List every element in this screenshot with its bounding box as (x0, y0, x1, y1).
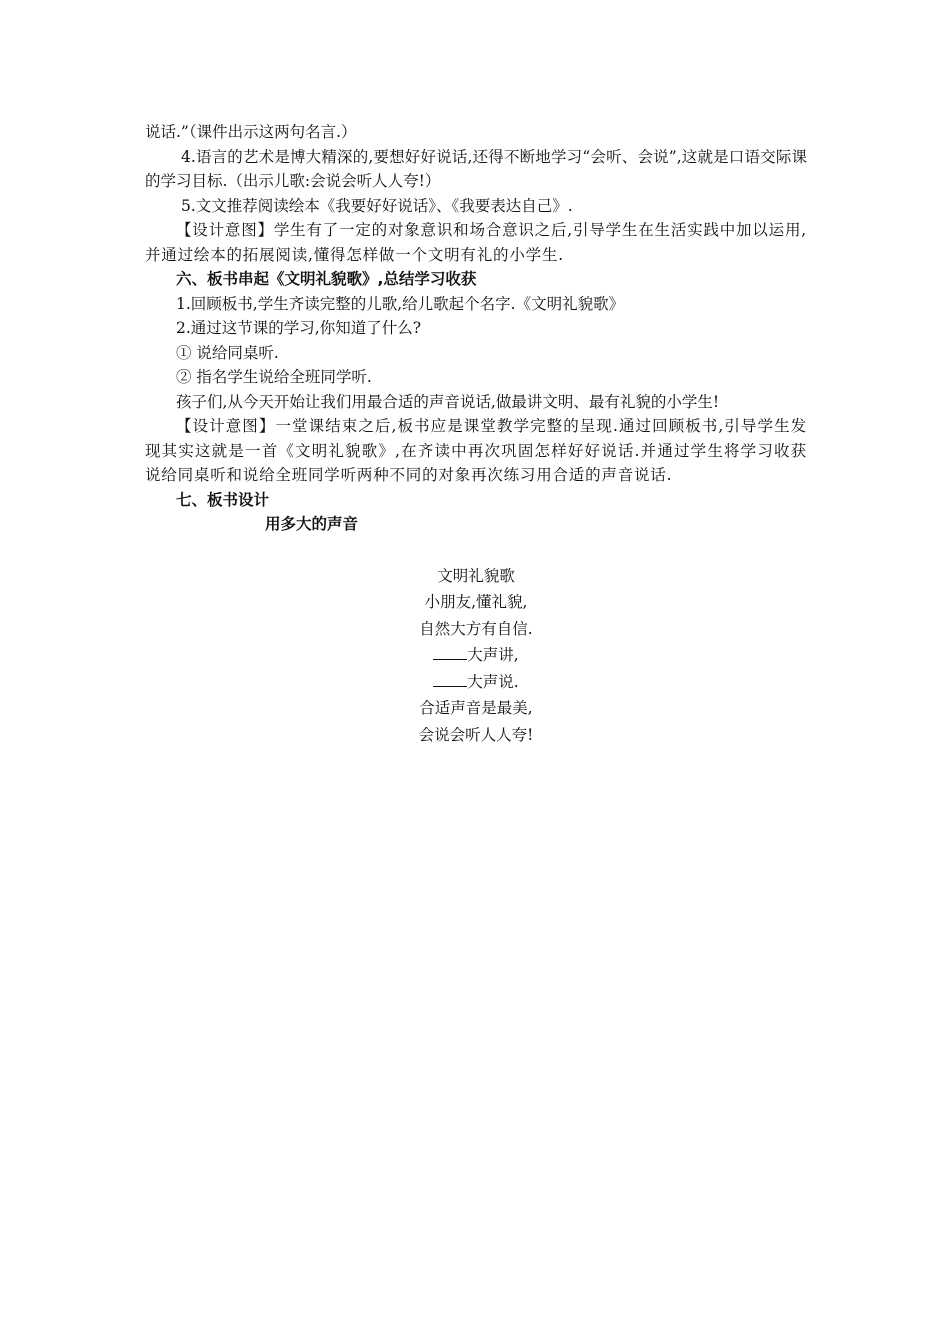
fill-blank (433, 645, 467, 660)
paragraph-item-4: 4.语言的艺术是博大精深的,要想好好说话,还得不断地学习“会听、会说”,这就是口语交际课的学习目标.（出示儿歌:会说会听人人夸!） (145, 147, 807, 190)
section-heading-7: 七、板书设计 (176, 490, 270, 509)
poem-line-6: 合适声音是最美, (419, 699, 533, 717)
poem-line-5-text: 大声说. (467, 672, 519, 691)
fill-blank (433, 672, 467, 687)
paragraph-item-5: 5.文文推荐阅读绘本《我要好好说话》、《我要表达自己》. (181, 196, 573, 215)
poem-line-7: 会说会听人人夸! (418, 725, 534, 744)
design-intent-1: 【设计意图】学生有了一定的对象意识和场合意识之后,引导学生在生活实践中加以运用,并通过绘本的拓展阅读,懂得怎样做一个文明有礼的小学生. (145, 221, 807, 264)
paragraph-sub-2: ② 指名学生说给全班同学听. (176, 368, 372, 386)
board-title: 用多大的声音 (265, 515, 359, 533)
document-page (145, 120, 807, 748)
paragraph-sub-1: ① 说给同桌听. (176, 343, 279, 362)
paragraph-step-1: 1.回顾板书,学生齐读完整的儿歌,给儿歌起个名字.《文明礼貌歌》 (176, 294, 625, 313)
paragraph-quote-end: 说话.”（课件出示这两句名言.） (145, 123, 357, 141)
board-poem (145, 563, 807, 749)
poem-line-3: 自然大方有自信. (419, 619, 533, 638)
poem-line-2: 小朋友,懂礼貌, (424, 593, 528, 611)
poem-title: 文明礼貌歌 (437, 566, 515, 585)
paragraph-closing: 孩子们,从今天开始让我们用最合适的声音说话,做最讲文明、最有礼貌的小学生! (176, 392, 720, 411)
design-intent-2: 【设计意图】一堂课结束之后,板书应是课堂教学完整的呈现.通过回顾板书,引导学生发现其实这就是一首《文明礼貌歌》,在齐读中再次巩固怎样好好说话.并通过学生将学习收获说给同桌听和说给全班同学听两种不同的对象再次练习用合适的声音说话. (145, 417, 807, 484)
poem-line-5 (145, 669, 807, 696)
section-heading-6: 六、板书串起《文明礼貌歌》,总结学习收获 (176, 270, 477, 288)
paragraph-step-2: 2.通过这节课的学习,你知道了什么? (176, 319, 422, 337)
poem-line-4-text: 大声讲, (467, 646, 519, 664)
poem-line-4 (145, 642, 807, 669)
